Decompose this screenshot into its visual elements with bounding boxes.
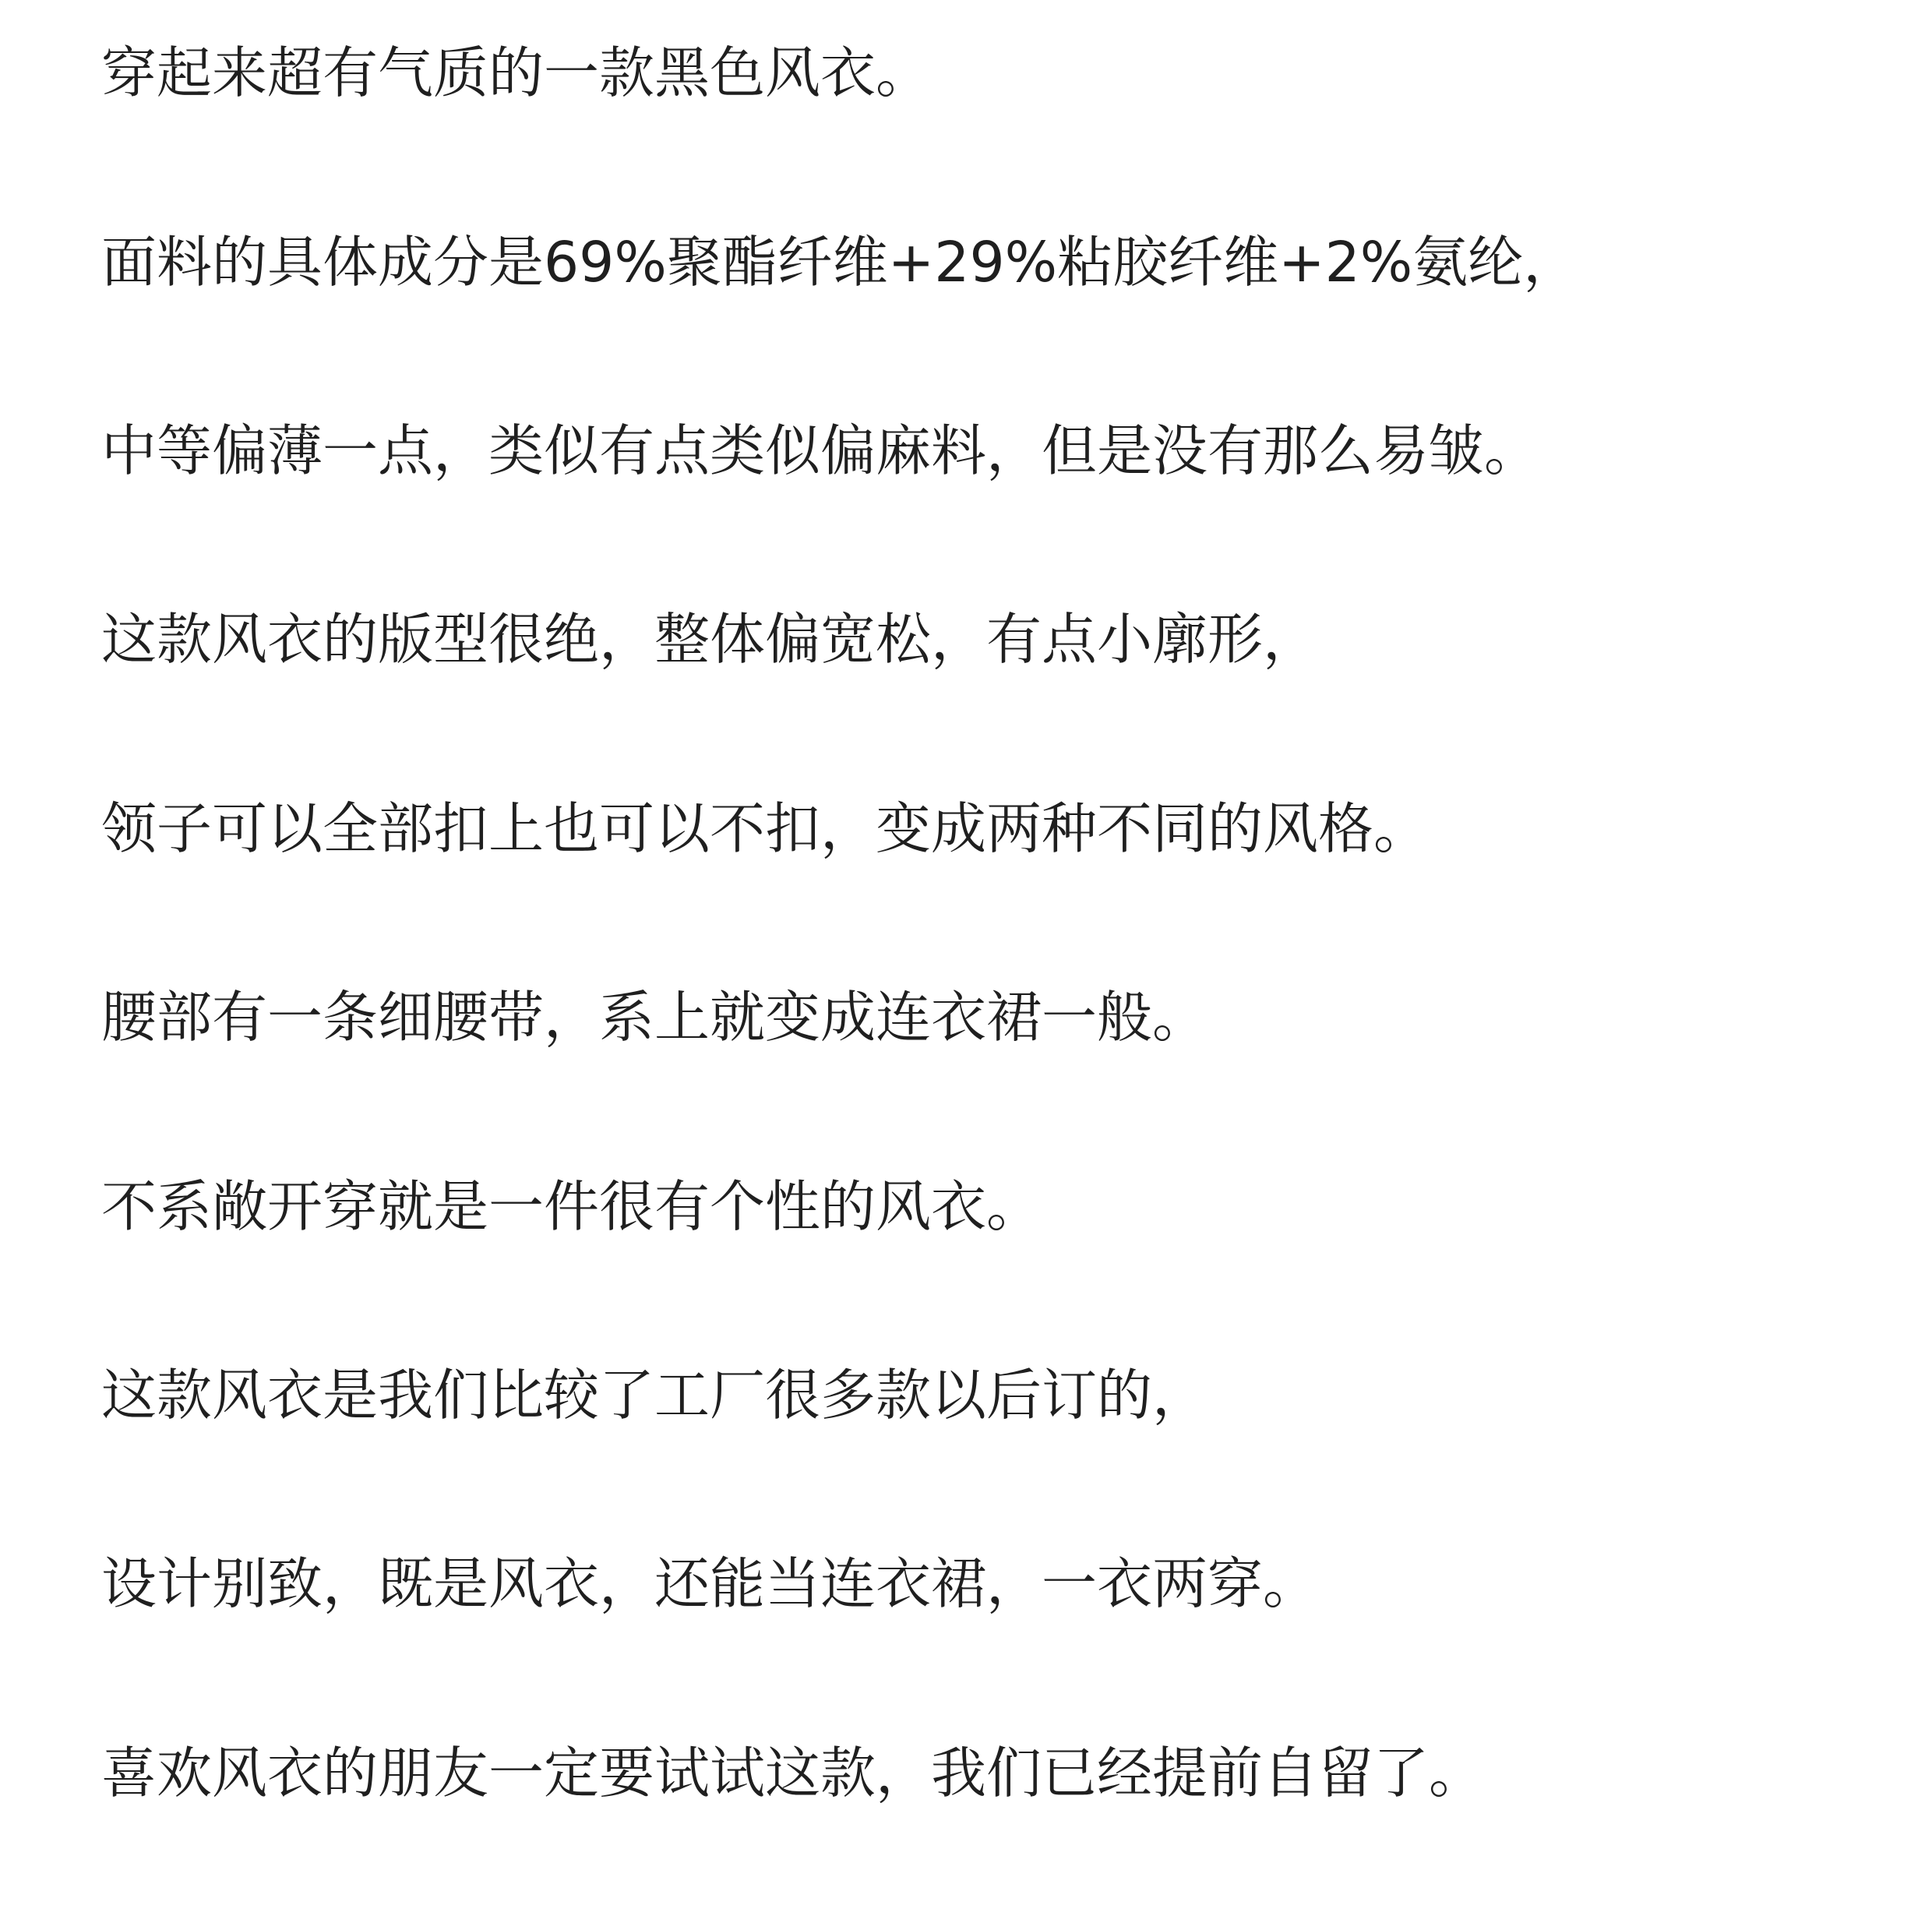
paragraph-2: 面料的具体成分是69%聚酯纤维+29%粘胶纤维+2%氨纶， (101, 230, 1579, 295)
paragraph-6: 腰部有一条细腰带，系上就变成连衣裙一般。 (101, 985, 1208, 1050)
paragraph-4: 这款风衣的版型很绝，整体偏宽松，有点小廓形， (101, 607, 1319, 672)
paragraph-7: 不系敞开穿就是一件很有个性的风衣。 (101, 1174, 1042, 1239)
paragraph-3: 中等偏薄一点，类似有点类似偏麻料，但是没有那么易皱。 (101, 418, 1540, 483)
paragraph-10: 喜欢风衣的朋友一定要试试这款，我们已经提前自留了。 (101, 1741, 1485, 1805)
paragraph-9: 设计别致，既是风衣，还能当连衣裙，一衣两穿。 (101, 1551, 1319, 1616)
paragraph-1: 穿起来超有气质的一款黑色风衣。 (101, 41, 932, 105)
paragraph-8: 这款风衣是我们比较了工厂很多款以后订的， (101, 1363, 1208, 1427)
paragraph-5: 领子可以全部扣上也可以不扣，变成两种不同的风格。 (101, 796, 1430, 861)
